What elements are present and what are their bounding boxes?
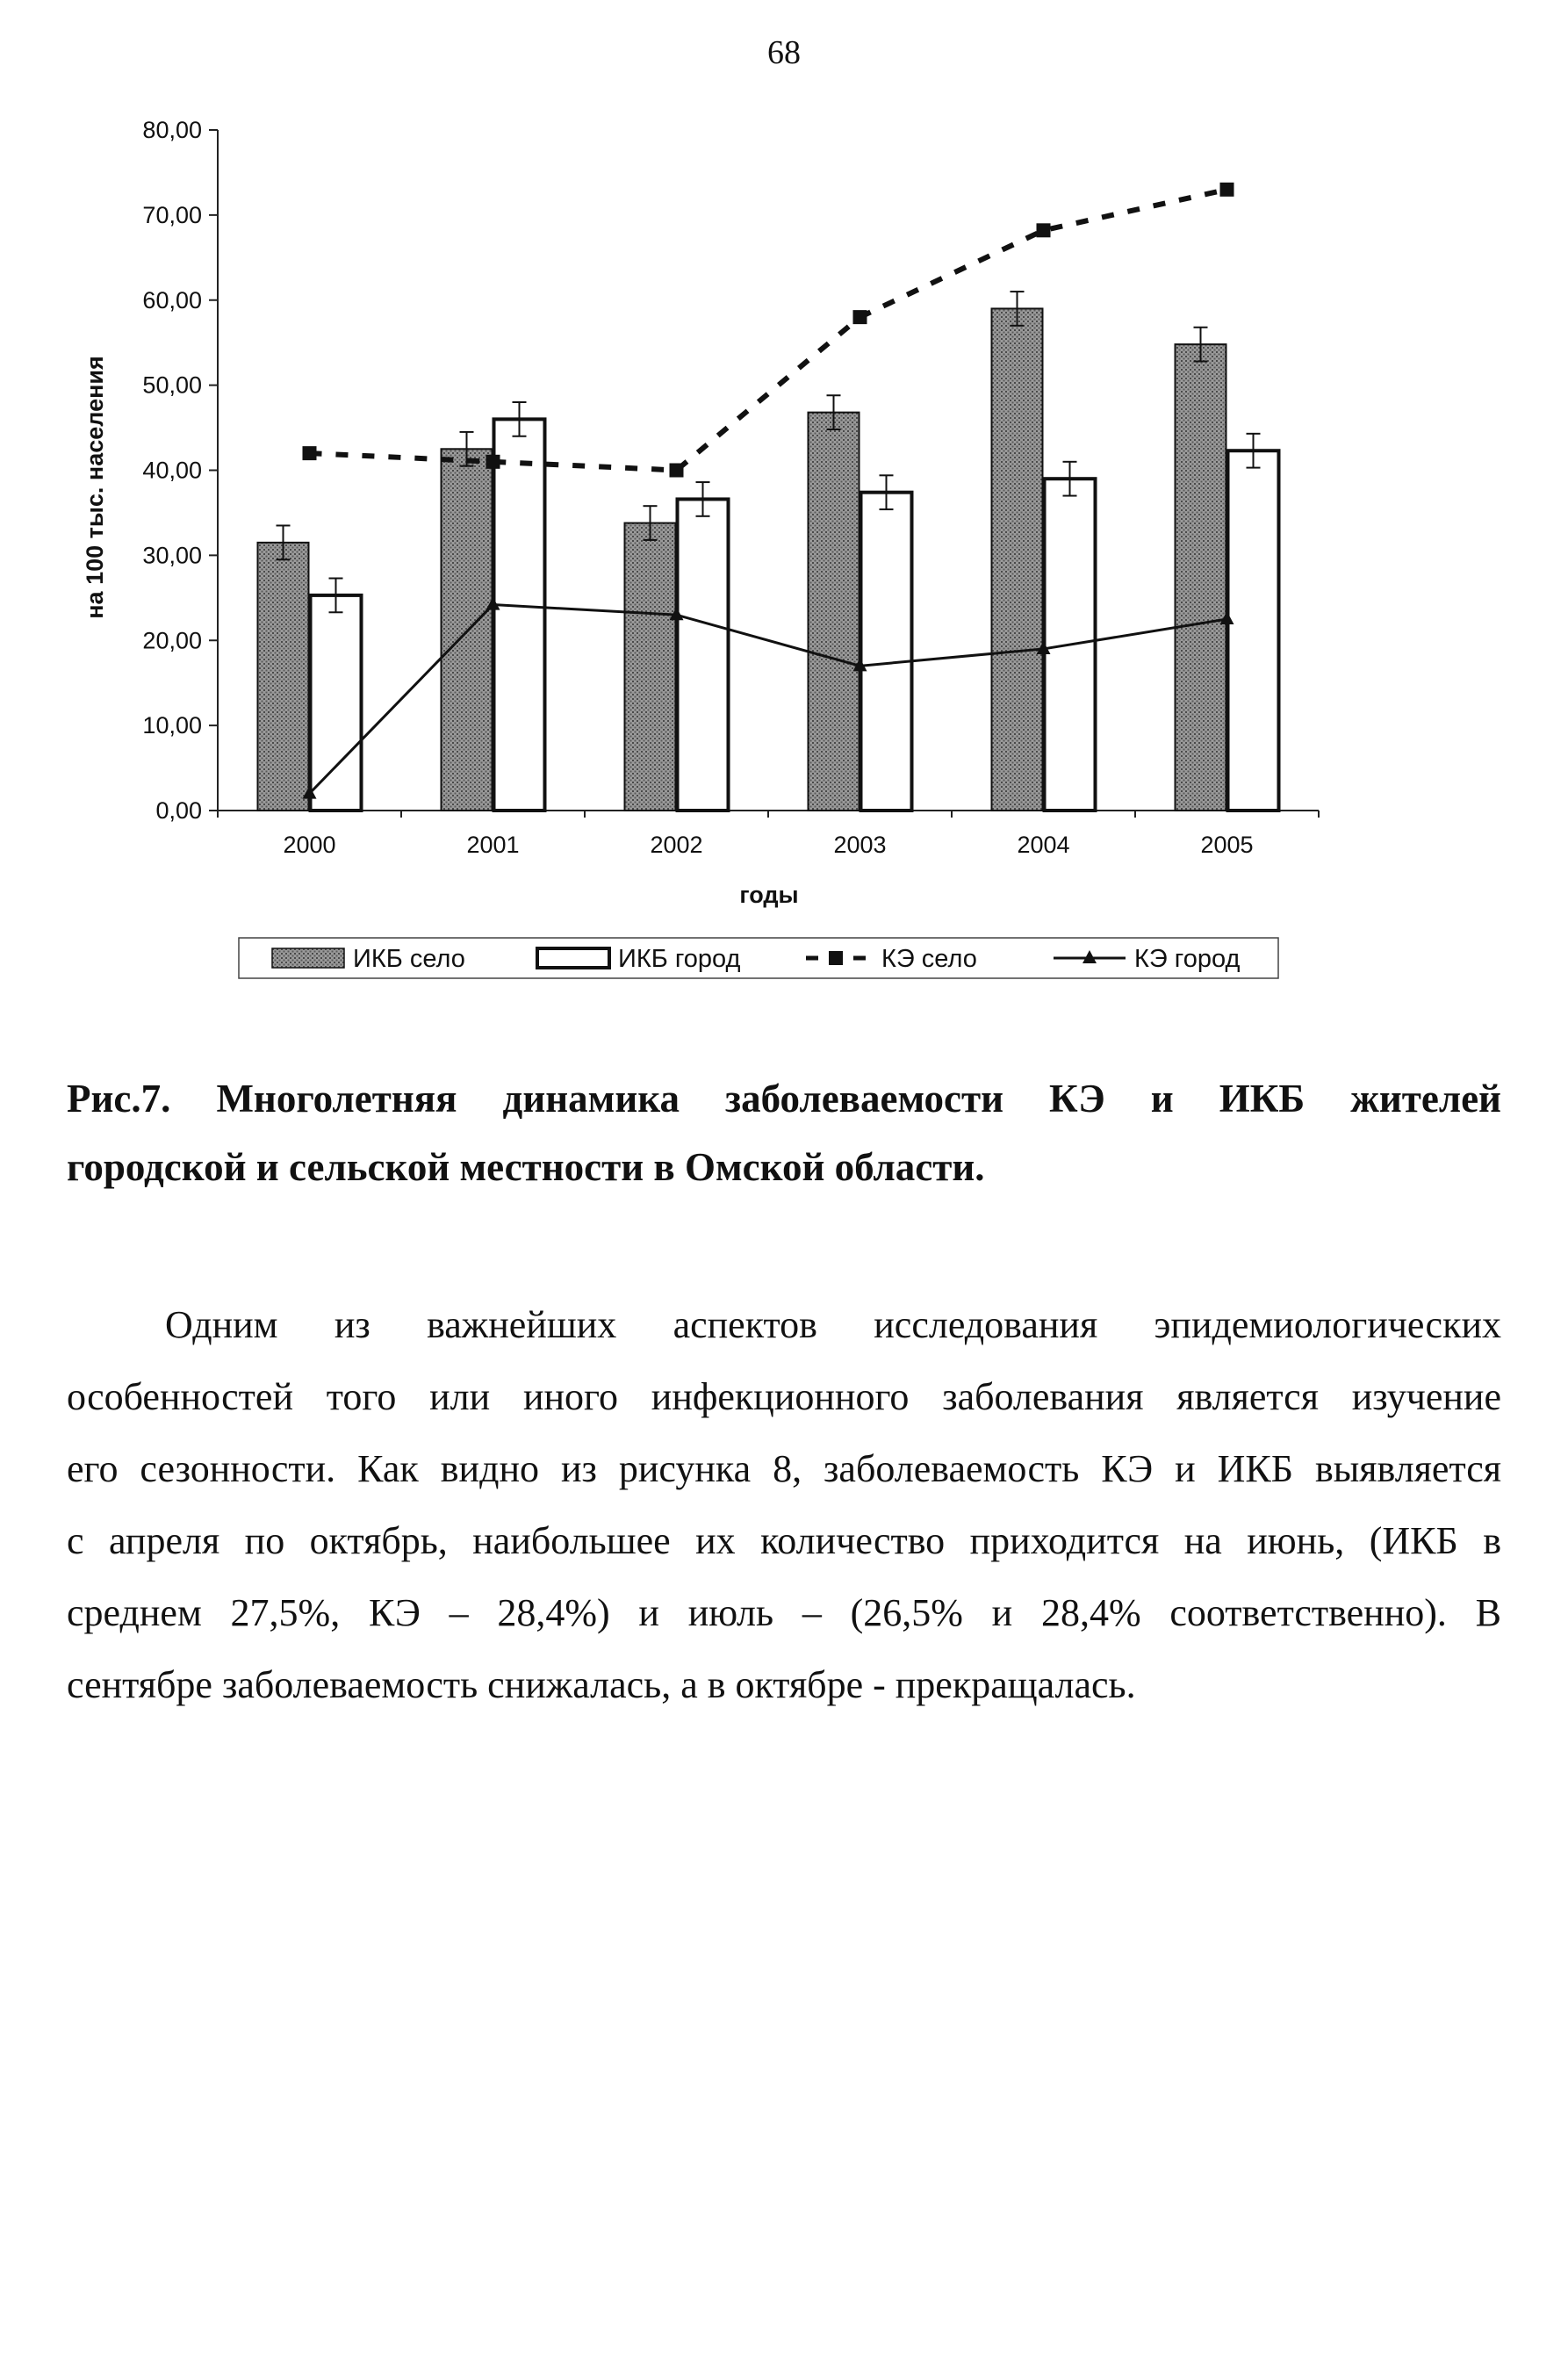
legend-label: КЭ село xyxy=(881,945,977,973)
bar xyxy=(494,419,545,811)
bar xyxy=(678,499,729,811)
square-marker xyxy=(1037,223,1051,237)
legend-label: КЭ город xyxy=(1134,945,1241,973)
square-marker xyxy=(853,310,867,324)
y-tick-label: 50,00 xyxy=(142,371,202,399)
x-tick-label: 2001 xyxy=(466,832,520,858)
body-line: с апреля по октябрь, наибольшее их количество приходится на июнь, (ИКБ в xyxy=(67,1519,1501,1562)
legend-label: ИКБ село xyxy=(353,945,465,973)
y-tick-label: 40,00 xyxy=(142,457,202,484)
y-tick-label: 0,00 xyxy=(155,797,202,824)
body-line: сентябре заболеваемость снижалась, а в октябре - прекращалась. xyxy=(67,1663,1136,1706)
y-axis-title: на 100 тыс. населения xyxy=(82,356,108,619)
square-marker xyxy=(486,455,500,469)
y-tick-label: 10,00 xyxy=(142,712,202,739)
x-axis xyxy=(218,811,1319,858)
bar xyxy=(1176,344,1226,811)
x-tick-label: 2004 xyxy=(1017,832,1070,858)
caption-line-1: Рис.7. Многолетняя динамика заболеваемости КЭ и ИКБ жителей xyxy=(67,1077,1501,1121)
square-marker xyxy=(1220,183,1234,197)
body-line: Одним из важнейших аспектов исследования эпидемиологических xyxy=(165,1303,1501,1346)
square-marker xyxy=(303,446,317,460)
figure-caption xyxy=(67,1064,1501,1201)
legend-swatch xyxy=(537,948,609,968)
x-tick-label: 2005 xyxy=(1200,832,1254,858)
ke-village-line xyxy=(310,190,1227,471)
incidence-chart xyxy=(0,0,1568,992)
bar xyxy=(861,493,912,811)
legend-swatch-marker xyxy=(829,951,843,965)
bar xyxy=(809,413,860,811)
x-axis-title: годы xyxy=(739,882,799,908)
legend-swatch xyxy=(272,948,344,968)
y-tick-label: 80,00 xyxy=(142,117,202,143)
y-tick-label: 20,00 xyxy=(142,627,202,654)
body-line: особенностей того или иного инфекционного заболевания является изучение xyxy=(67,1375,1501,1418)
bar xyxy=(442,449,493,811)
bar-series xyxy=(258,292,1279,811)
page-number: 68 xyxy=(767,34,801,71)
bar xyxy=(992,308,1043,811)
body-line: его сезонности. Как видно из рисунка 8, заболеваемость КЭ и ИКБ выявляется xyxy=(67,1447,1501,1490)
y-tick-label: 70,00 xyxy=(142,201,202,228)
body-line: среднем 27,5%, КЭ – 28,4%) и июль – (26,5% и 28,4% соответственно). В xyxy=(67,1591,1501,1634)
caption-line-2: городской и сельской местности в Омской области. xyxy=(67,1145,985,1189)
bar xyxy=(311,595,362,811)
y-tick-label: 60,00 xyxy=(142,286,202,313)
bar xyxy=(625,523,676,811)
x-tick-label: 2002 xyxy=(650,832,703,858)
square-marker xyxy=(670,464,684,478)
y-axis xyxy=(142,117,218,824)
bar xyxy=(1228,450,1279,811)
x-tick-label: 2000 xyxy=(283,832,336,858)
body-paragraph xyxy=(67,1289,1501,1721)
chart-legend xyxy=(239,938,1278,978)
x-tick-label: 2003 xyxy=(833,832,887,858)
legend-label: ИКБ город xyxy=(618,945,741,973)
y-tick-label: 30,00 xyxy=(142,542,202,569)
bar xyxy=(258,543,309,811)
